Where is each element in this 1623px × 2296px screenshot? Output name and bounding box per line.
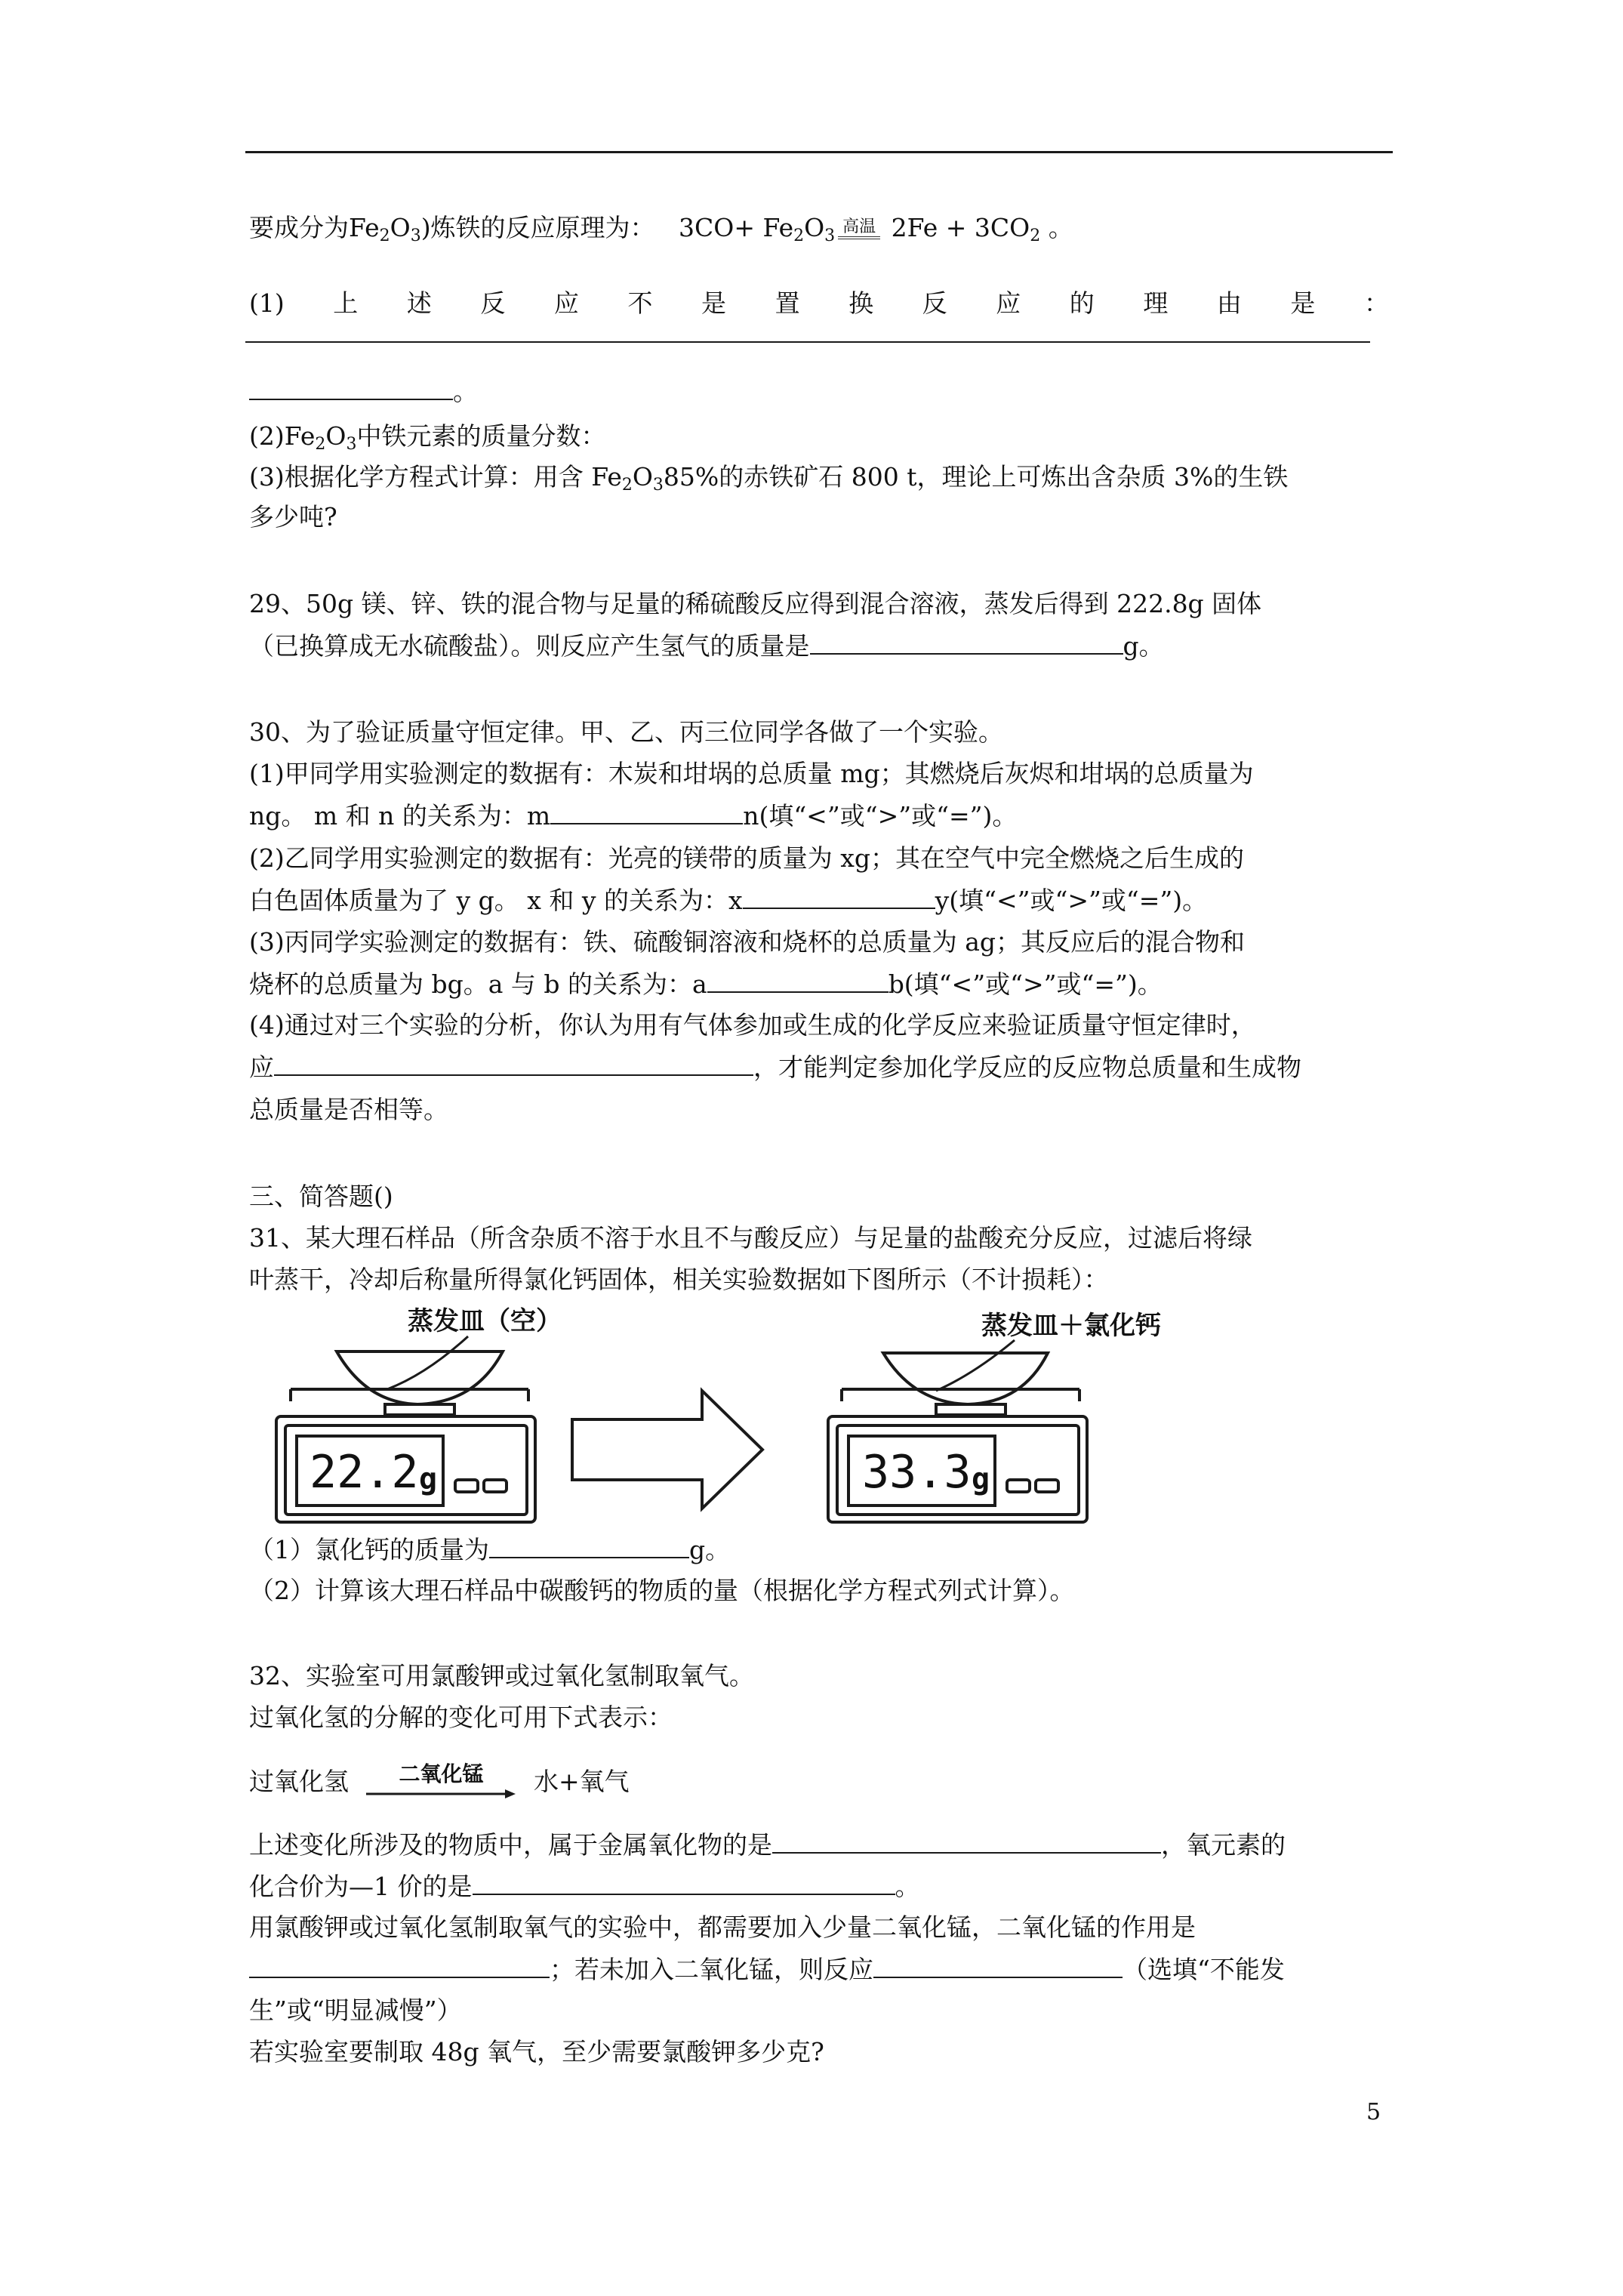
q32-line1: 32、实验室可用氯酸钾或过氧化氢制取氧气。 bbox=[249, 1661, 754, 1690]
right-scale-unit: g bbox=[972, 1462, 990, 1496]
q30-part4-line1: (4)通过对三个实验的分析，你认为用有气体参加或生成的化学反应来验证质量守恒定律时， bbox=[249, 1010, 1256, 1040]
q30-part2-line2: 白色固体质量为了 y g。 x 和 y 的关系为：x y(填“<”或“>”或“=”)。 bbox=[249, 886, 1208, 915]
scale-label-calcium-chloride: 蒸发皿＋氯化钙 bbox=[981, 1311, 1161, 1341]
q30-part1-line1: (1)甲同学用实验测定的数据有：木炭和坩埚的总质量 mg；其燃烧后灰烬和坩埚的总质量为 bbox=[249, 759, 1254, 788]
intro-line: 要成分为$Fe_2O_3$)炼铁的反应原理为： $3CO+ Fe_2O_3$ 高温 $2Fe + 3CO_2$ 。 bbox=[249, 213, 1073, 245]
q31-line2: 叶蒸干，冷却后称量所得氯化钙固体，相关实验数据如下图所示（不计损耗）： bbox=[249, 1265, 1109, 1294]
q32-line2: 过氧化氢的分解的变化可用下式表示： bbox=[249, 1703, 673, 1732]
q28-part3-line2: 多少吨? bbox=[249, 502, 337, 532]
reaction-arrow-icon bbox=[366, 1788, 517, 1800]
q32-line9: 若实验室要制取 48g 氧气，至少需要氯酸钾多少克? bbox=[249, 2037, 824, 2066]
q30-part4-line2: 应 ，才能判定参加化学反应的反应物总质量和生成物 bbox=[249, 1052, 1301, 1082]
q28-part1-end: 。 bbox=[249, 376, 1389, 407]
q31-part2: （2）计算该大理石样品中碳酸钙的物质的量（根据化学方程式列式计算）。 bbox=[249, 1576, 1075, 1605]
q32-line6: 用氯酸钾或过氧化氢制取氧气的实验中，都需要加入少量二氧化锰，二氧化锰的作用是 bbox=[249, 1912, 1196, 1942]
q32-line8: 生”或“明显减慢”） bbox=[249, 1996, 462, 2025]
reaction-equation: $3CO+ Fe_2O_3$ 高温 $2Fe + 3CO_2$ 。 bbox=[679, 213, 1073, 245]
q29-line2: （已换算成无水硫酸盐）。则反应产生氢气的质量是 g。 bbox=[249, 631, 1164, 661]
q32-catalyst-role-blank[interactable] bbox=[249, 1954, 550, 1978]
q32-reaction-blank[interactable] bbox=[873, 1954, 1123, 1978]
q32-metal-oxide-blank[interactable] bbox=[772, 1829, 1161, 1854]
q29-line1: 29、50g 镁、锌、铁的混合物与足量的稀硫酸反应得到混合溶液，蒸发后得到 222.8g 固体 bbox=[249, 589, 1262, 618]
q32-line7: ；若未加入二氧化锰，则反应 （选填“不能发 bbox=[249, 1954, 1389, 1985]
q31-part1: （1）氯化钙的质量为 g。 bbox=[249, 1535, 731, 1564]
q32-line5: 化合价为—1 价的是 。 bbox=[249, 1872, 920, 1901]
q30-part4-line3: 总质量是否相等。 bbox=[249, 1095, 448, 1124]
left-scale-readout: 22.2 bbox=[310, 1446, 419, 1499]
q31-part1-blank[interactable] bbox=[489, 1534, 689, 1558]
q30-part2-line1: (2)乙同学用实验测定的数据有：光亮的镁带的质量为 xg；其在空气中完全燃烧之后生成的 bbox=[249, 843, 1244, 873]
left-scale-unit: g bbox=[419, 1462, 438, 1496]
page-number: 5 bbox=[1366, 2099, 1381, 2125]
q30-part3-line2: 烧杯的总质量为 bg。a 与 b 的关系为：a b(填“<”或“>”或“=”)。 bbox=[249, 969, 1163, 999]
q28-part2: $(2)Fe_2O_3$中铁元素的质量分数： bbox=[249, 421, 606, 454]
q30-part3-line1: (3)丙同学实验测定的数据有：铁、硫酸铜溶液和烧杯的总质量为 ag；其反应后的混合物和 bbox=[249, 927, 1246, 957]
q28-part1: (1) 上 述 反 应 不 是 置 换 反 应 的 理 由 是 ： bbox=[249, 288, 1389, 318]
right-scale-readout: 33.3 bbox=[862, 1446, 972, 1499]
q28-part3: (3)根据化学方程式计算：用含 $Fe_2O_385\%$的赤铁矿石 800 t，理论上可炼出含杂质 3%的生铁 bbox=[249, 462, 1289, 495]
section3-title: 三、简答题() bbox=[249, 1182, 393, 1211]
scale-label-empty: 蒸发皿（空） bbox=[408, 1306, 562, 1336]
reaction-condition: 高温 bbox=[838, 218, 880, 239]
q31-line1: 31、某大理石样品（所含杂质不溶于水且不与酸反应）与足量的盐酸充分反应，过滤后将绿 bbox=[249, 1223, 1252, 1253]
q32-valence-blank[interactable] bbox=[473, 1871, 895, 1895]
q32-line4: 上述变化所涉及的物质中，属于金属氧化物的是 ，氧元素的 bbox=[249, 1830, 1286, 1860]
q30-title: 30、为了验证质量守恒定律。甲、乙、丙三位同学各做了一个实验。 bbox=[249, 717, 1003, 747]
q30-part1-line2: ng。 m 和 n 的关系为：m n(填“<”或“>”或“=”)。 bbox=[249, 801, 1018, 831]
q32-equation: 过氧化氢 二氧化锰 水+氧气 bbox=[249, 1759, 1389, 1797]
transition-arrow bbox=[572, 1391, 762, 1509]
catalyst-arrow: 二氧化锰 bbox=[366, 1759, 517, 1789]
